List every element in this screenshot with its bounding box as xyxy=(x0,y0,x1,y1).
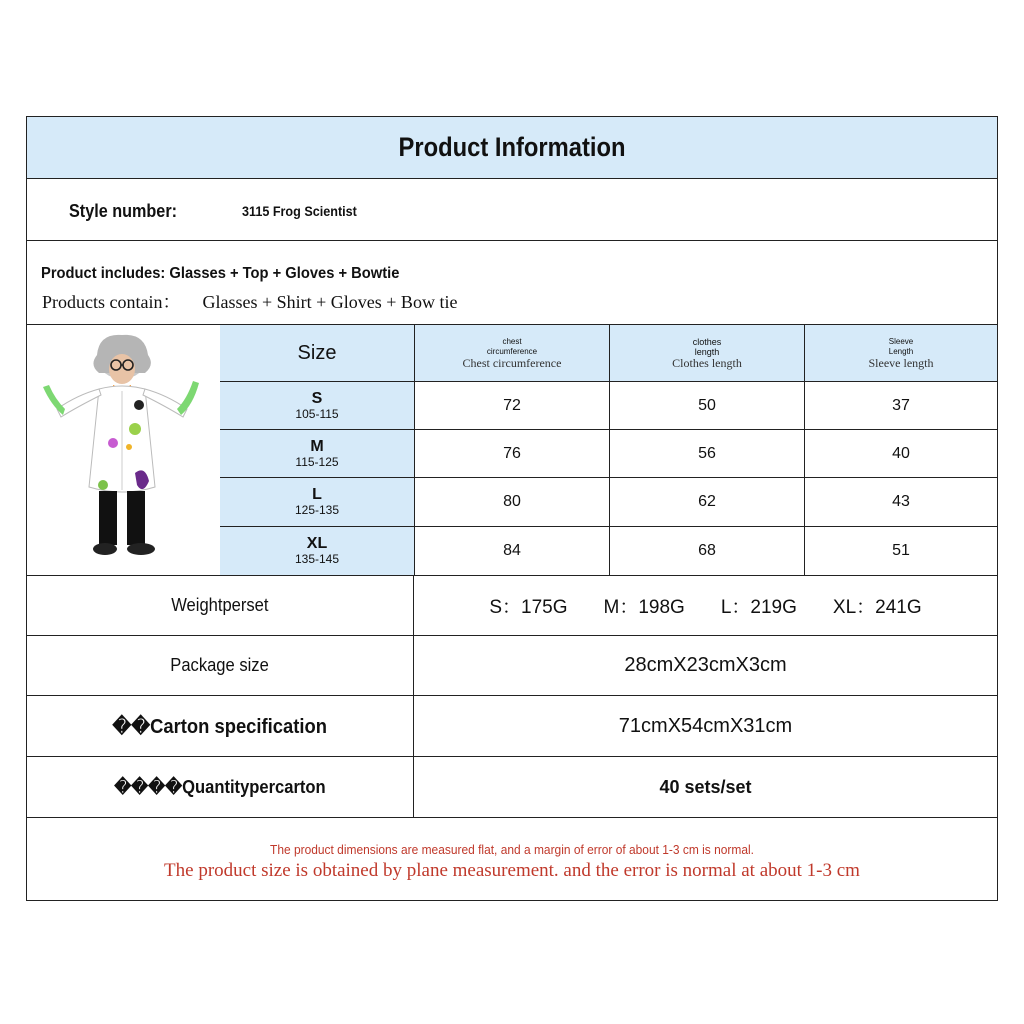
size-range: 115-125 xyxy=(295,454,339,469)
package-label: Package size xyxy=(170,655,270,675)
carton-value-cell xyxy=(414,696,997,756)
size-grid xyxy=(220,325,997,575)
size-range: 105-115 xyxy=(295,406,339,421)
carton-row xyxy=(27,696,997,757)
package-label-cell xyxy=(27,636,414,695)
includes-line-2-label: Products contain： xyxy=(42,292,181,312)
style-number-row xyxy=(27,179,997,241)
value-cell xyxy=(610,382,805,430)
size-cell xyxy=(220,382,415,430)
length-value: 68 xyxy=(698,542,716,559)
package-row xyxy=(27,636,997,696)
chest-header: Chest circumference xyxy=(462,355,562,370)
size-header: Size xyxy=(297,341,337,364)
size-cell xyxy=(220,430,415,478)
page-title: Product Information xyxy=(398,132,626,162)
weight-m: M：198G xyxy=(603,596,685,618)
product-photo xyxy=(27,325,221,575)
size-label: XL xyxy=(306,535,328,552)
weight-label: Weightperset xyxy=(171,594,269,615)
value-cell xyxy=(415,382,610,430)
length-value: 62 xyxy=(698,493,716,510)
chest-header-small: chest circumference xyxy=(486,336,538,356)
size-header-cell xyxy=(220,325,415,382)
weight-values-cell xyxy=(414,575,997,635)
note-line-2: The product size is obtained by plane measurement. and the error is normal at about 1-3 cm xyxy=(164,860,860,881)
value-cell xyxy=(415,527,610,575)
length-header-small: clothes length xyxy=(692,336,722,357)
measurement-note xyxy=(27,818,997,902)
size-cell xyxy=(220,478,415,527)
size-chart xyxy=(27,325,997,576)
size-range: 135-145 xyxy=(294,552,340,566)
quantity-label-cell xyxy=(27,757,414,817)
package-value-cell xyxy=(414,636,997,695)
value-cell xyxy=(415,430,610,478)
weight-row xyxy=(27,575,997,636)
scientist-costume-illustration xyxy=(27,325,220,575)
includes-line-1: Product includes: Glasses + Top + Gloves + Bowtie xyxy=(41,265,400,282)
carton-label-cell xyxy=(27,696,414,756)
note-line-1: The product dimensions are measured flat, and a margin of error of about 1-3 cm is normal. xyxy=(270,842,754,857)
quantity-row xyxy=(27,757,997,818)
weight-xl: XL：241G xyxy=(832,596,922,618)
includes-row xyxy=(27,241,997,325)
chest-value: 76 xyxy=(503,444,521,462)
value-cell xyxy=(415,478,610,527)
includes-line-2-value: Glasses + Shirt + Gloves + Bow tie xyxy=(202,292,458,312)
size-label: S xyxy=(311,389,323,407)
sleeve-header: Sleeve length xyxy=(868,355,934,370)
size-label: L xyxy=(312,486,322,503)
style-number-value: 3115 Frog Scientist xyxy=(242,203,357,219)
value-cell xyxy=(610,430,805,478)
carton-label: ��Carton specification xyxy=(112,715,328,738)
length-header-cell xyxy=(610,325,805,382)
size-label: M xyxy=(310,437,324,455)
value-cell xyxy=(805,527,997,575)
size-range: 125-135 xyxy=(294,503,340,517)
value-cell xyxy=(610,478,805,527)
quantity-value-cell xyxy=(414,757,997,817)
package-value: 28cmX23cmX3cm xyxy=(624,654,787,676)
sleeve-header-cell xyxy=(805,325,997,382)
value-cell xyxy=(805,382,997,430)
title-row xyxy=(27,117,997,179)
style-number-label: Style number: xyxy=(69,201,178,221)
sleeve-value: 40 xyxy=(892,444,910,462)
includes-line-2 xyxy=(42,288,457,314)
chest-value: 84 xyxy=(503,542,521,559)
chest-header-cell xyxy=(415,325,610,382)
sleeve-value: 37 xyxy=(892,396,910,414)
value-cell xyxy=(610,527,805,575)
quantity-value: 40 sets/set xyxy=(659,776,752,797)
carton-value: 71cmX54cmX31cm xyxy=(618,714,793,737)
value-cell xyxy=(805,478,997,527)
chest-value: 72 xyxy=(503,396,521,414)
length-value: 50 xyxy=(698,396,716,414)
quantity-label: ����Quantitypercarton xyxy=(114,776,326,797)
sleeve-value: 51 xyxy=(892,542,910,559)
value-cell xyxy=(805,430,997,478)
product-info-sheet xyxy=(26,116,998,901)
length-value: 56 xyxy=(698,444,716,462)
sleeve-value: 43 xyxy=(892,493,910,510)
sleeve-header-small: Sleeve Length xyxy=(888,336,914,356)
weight-l: L：219G xyxy=(720,596,797,618)
size-cell xyxy=(220,527,415,575)
weight-s: S：175G xyxy=(489,596,568,618)
chest-value: 80 xyxy=(503,493,521,510)
length-header: Clothes length xyxy=(672,355,742,370)
weight-label-cell xyxy=(27,575,414,635)
